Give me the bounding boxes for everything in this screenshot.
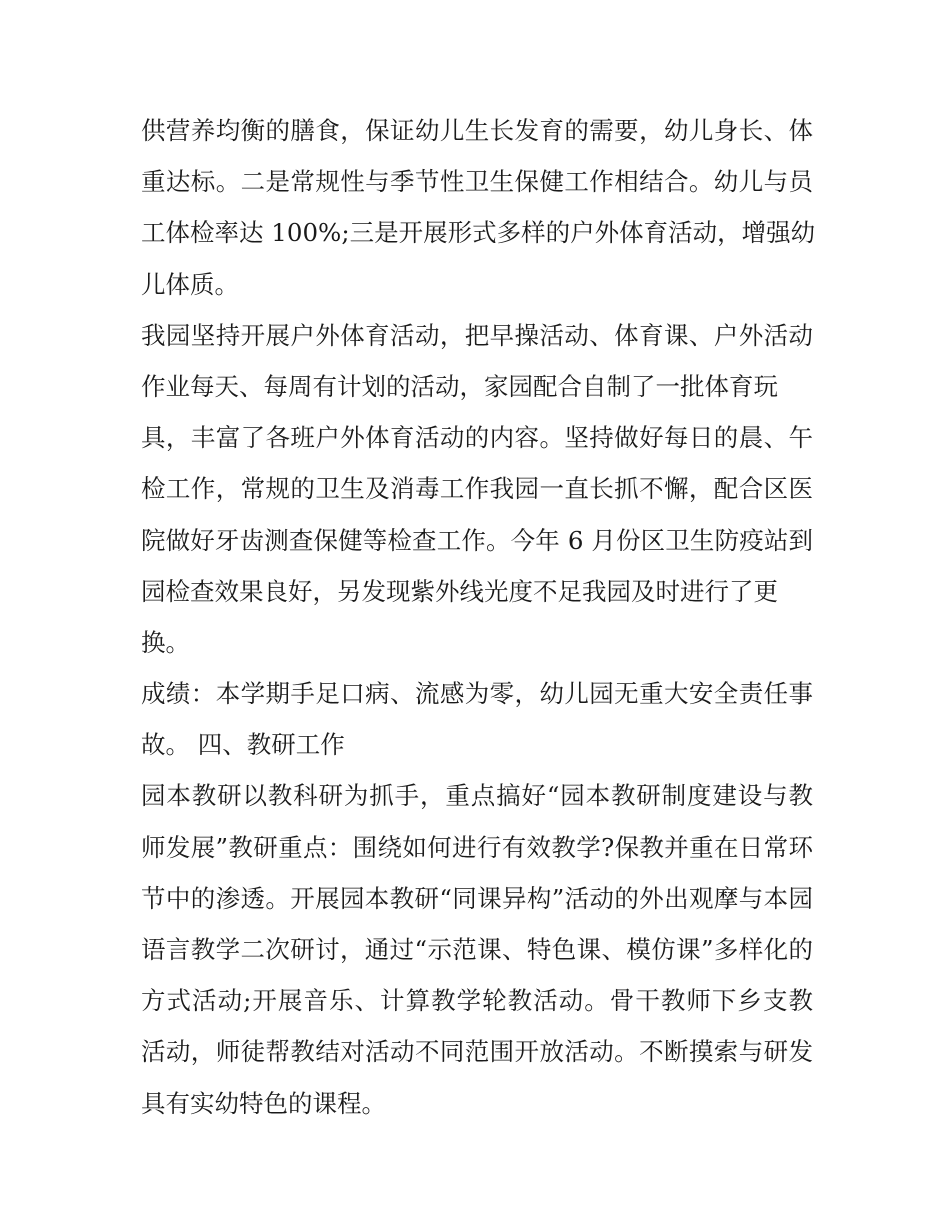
text-line: 成绩：本学期手足口病、流感为零，幼儿园无重大安全责任事 — [141, 679, 813, 709]
text-line: 园本教研以教科研为抓手，重点搞好“园本教研制度建设与教 — [141, 781, 813, 811]
text-line: 语言教学二次研讨，通过“示范课、特色课、模仿课”多样化的 — [141, 935, 813, 964]
text-line: 故。 四、教研工作 — [141, 730, 345, 760]
text-line: 活动，师徒帮教结对活动不同范围开放活动。不断摸索与研发 — [141, 1037, 813, 1067]
text-line: 供营养均衡的膳食，保证幼儿生长发育的需要，幼儿身长、体 — [141, 116, 813, 145]
text-line: 院做好牙齿测查保健等检查工作。今年 6 月份区卫生防疫站到 — [141, 525, 813, 555]
text-line: 检工作，常规的卫生及消毒工作我园一直长抓不懈，配合区医 — [141, 474, 813, 504]
text-line: 具，丰富了各班户外体育活动的内容。坚持做好每日的晨、午 — [141, 423, 813, 453]
text-line: 师发展”教研重点：围绕如何进行有效教学?保教并重在日常环 — [141, 832, 813, 862]
text-line: 换。 — [141, 627, 190, 657]
text-line: 园检查效果良好，另发现紫外线光度不足我园及时进行了更 — [141, 576, 778, 606]
text-line: 儿体质。 — [141, 269, 239, 299]
text-line: 节中的渗透。开展园本教研“同课异构”活动的外出观摩与本园 — [141, 883, 813, 913]
text-line: 工体检率达 100%;三是开展形式多样的户外体育活动，增强幼 — [141, 218, 816, 248]
text-line: 我园坚持开展户外体育活动，把早操活动、体育课、户外活动 — [141, 320, 813, 350]
text-line: 具有实幼特色的课程。 — [141, 1088, 386, 1118]
text-line: 作业每天、每周有计划的活动，家园配合自制了一批体育玩 — [141, 371, 778, 401]
document-body — [141, 105, 816, 1129]
text-line: 方式活动;开展音乐、计算教学轮教活动。骨干教师下乡支教 — [141, 986, 813, 1016]
text-line: 重达标。二是常规性与季节性卫生保健工作相结合。幼儿与员 — [141, 167, 813, 197]
